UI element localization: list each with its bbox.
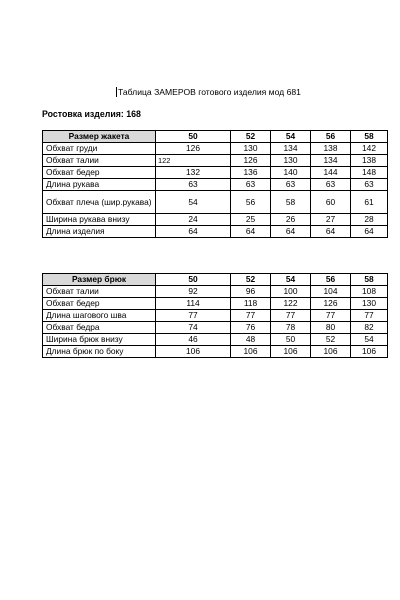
cell-value: 76 (231, 322, 271, 334)
table-row (43, 167, 388, 179)
row-label: Обхват груди (43, 143, 156, 155)
jacket-size-header: Размер жакета (43, 131, 156, 143)
table-row (43, 310, 388, 322)
cell-value: 63 (351, 179, 388, 191)
cell-value: 77 (231, 310, 271, 322)
cell-value: 130 (231, 143, 271, 155)
cell-value: 104 (311, 286, 351, 298)
cell-value: 74 (156, 322, 231, 334)
cell-value: 46 (156, 334, 231, 346)
cell-value: 82 (351, 322, 388, 334)
table-row (43, 346, 388, 358)
row-label: Обхват бедер (43, 298, 156, 310)
table-row (43, 334, 388, 346)
cell-value: 52 (311, 334, 351, 346)
size-column-header: 50 (156, 131, 231, 143)
cell-value: 140 (271, 167, 311, 179)
cell-value: 126 (231, 155, 271, 167)
table-row (43, 179, 388, 191)
jacket-measurements-table (42, 130, 388, 238)
table-row (43, 286, 388, 298)
pants-measurements-table (42, 273, 388, 358)
pants-size-header: Размер брюк (43, 274, 156, 286)
row-label: Длина брюк по боку (43, 346, 156, 358)
table-row (43, 322, 388, 334)
cell-value: 54 (351, 334, 388, 346)
cell-value: 130 (351, 298, 388, 310)
cell-value: 80 (311, 322, 351, 334)
table-row (43, 214, 388, 226)
cell-value: 92 (156, 286, 231, 298)
cell-value: 106 (156, 346, 231, 358)
size-column-header: 50 (156, 274, 231, 286)
cell-value: 78 (271, 322, 311, 334)
cell-value: 77 (271, 310, 311, 322)
cell-value: 64 (156, 226, 231, 238)
cell-value: 54 (156, 191, 231, 214)
cell-value: 122 (156, 155, 231, 167)
size-column-header: 52 (231, 274, 271, 286)
cell-value: 100 (271, 286, 311, 298)
cell-value: 122 (271, 298, 311, 310)
cell-value: 64 (311, 226, 351, 238)
size-column-header: 52 (231, 131, 271, 143)
cell-value: 24 (156, 214, 231, 226)
document-title: Таблица ЗАМЕРОВ готового изделия мод 681 (118, 87, 301, 97)
row-label: Обхват бедер (43, 167, 156, 179)
cell-value: 63 (231, 179, 271, 191)
table-row (43, 191, 388, 214)
cell-value: 64 (351, 226, 388, 238)
cell-value: 126 (311, 298, 351, 310)
cell-value: 60 (311, 191, 351, 214)
cell-value: 27 (311, 214, 351, 226)
cell-value: 96 (231, 286, 271, 298)
size-column-header: 54 (271, 274, 311, 286)
row-label: Ширина рукава внизу (43, 214, 156, 226)
table-row (43, 298, 388, 310)
cell-value: 61 (351, 191, 388, 214)
table-row (43, 143, 388, 155)
cell-value: 138 (351, 155, 388, 167)
size-column-header: 54 (271, 131, 311, 143)
row-label: Ширина брюк внизу (43, 334, 156, 346)
table-header-row (43, 274, 388, 286)
table-row (43, 226, 388, 238)
cell-value: 144 (311, 167, 351, 179)
cell-value: 56 (231, 191, 271, 214)
size-column-header: 58 (351, 274, 388, 286)
cell-value: 142 (351, 143, 388, 155)
size-column-header: 56 (311, 131, 351, 143)
cell-value: 77 (311, 310, 351, 322)
cell-value: 138 (311, 143, 351, 155)
row-label: Длина рукава (43, 179, 156, 191)
cell-value: 148 (351, 167, 388, 179)
cell-value: 63 (271, 179, 311, 191)
cell-value: 28 (351, 214, 388, 226)
cell-value: 106 (271, 346, 311, 358)
cell-value: 63 (311, 179, 351, 191)
cell-value: 134 (311, 155, 351, 167)
cell-value: 106 (231, 346, 271, 358)
cell-value: 77 (351, 310, 388, 322)
height-subtitle: Ростовка изделия: 168 (42, 109, 141, 119)
row-label: Обхват талии (43, 286, 156, 298)
cell-value: 63 (156, 179, 231, 191)
cell-value: 106 (311, 346, 351, 358)
cell-value: 50 (271, 334, 311, 346)
cell-value: 114 (156, 298, 231, 310)
cell-value: 108 (351, 286, 388, 298)
cell-value: 136 (231, 167, 271, 179)
cell-value: 130 (271, 155, 311, 167)
table-header-row (43, 131, 388, 143)
cell-value: 126 (156, 143, 231, 155)
cell-value: 118 (231, 298, 271, 310)
row-label: Обхват талии (43, 155, 156, 167)
cell-value: 106 (351, 346, 388, 358)
cell-value: 77 (156, 310, 231, 322)
size-column-header: 58 (351, 131, 388, 143)
cell-value: 64 (231, 226, 271, 238)
row-label: Длина изделия (43, 226, 156, 238)
size-column-header: 56 (311, 274, 351, 286)
row-label: Обхват плеча (шир.рукава) (43, 191, 156, 214)
table-row (43, 155, 388, 167)
cell-value: 132 (156, 167, 231, 179)
row-label: Длина шагового шва (43, 310, 156, 322)
cell-value: 58 (271, 191, 311, 214)
cell-value: 25 (231, 214, 271, 226)
row-label: Обхват бедра (43, 322, 156, 334)
cell-value: 64 (271, 226, 311, 238)
cell-value: 48 (231, 334, 271, 346)
cell-value: 26 (271, 214, 311, 226)
cell-value: 134 (271, 143, 311, 155)
